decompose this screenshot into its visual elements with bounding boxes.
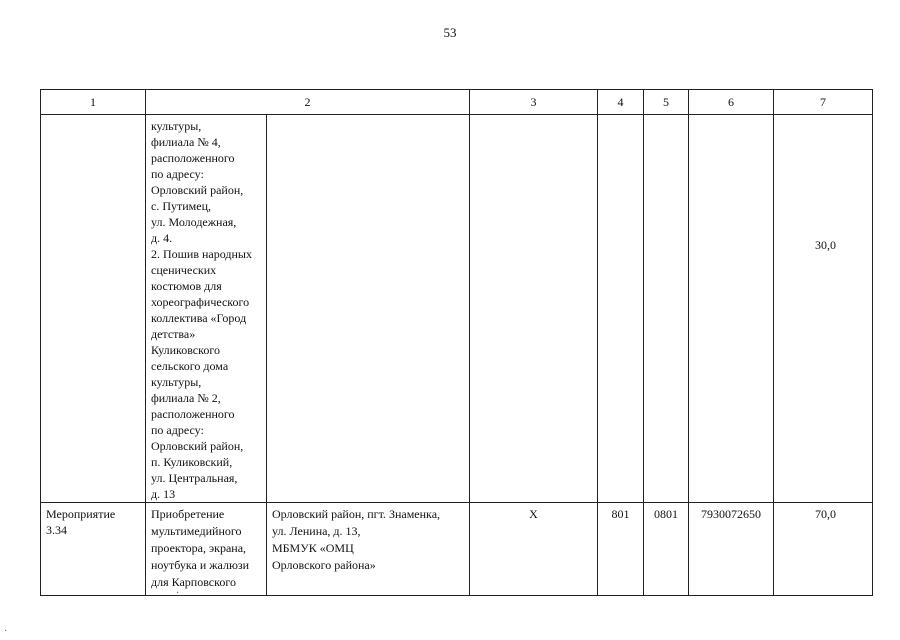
scan-speck: ·	[4, 626, 8, 637]
event-amount-cell	[774, 503, 873, 596]
event-col4-text: 801	[611, 507, 630, 521]
budget-table	[40, 89, 873, 596]
cont-amount-text: 30,0	[815, 238, 836, 252]
table-header-row	[41, 90, 873, 115]
cont-event-cell	[41, 115, 146, 503]
budget-table-wrapper	[40, 89, 872, 589]
header-col-6: 6	[689, 90, 774, 115]
header-col-1: 1	[41, 90, 146, 115]
event-col5-cell	[644, 503, 689, 596]
event-address-text: Орловский район, пгт. Знаменка, ул. Ленина, д. 13, МБМУК «ОМЦ Орловского района»	[272, 507, 441, 572]
cont-col3-cell	[470, 115, 598, 503]
table-row	[41, 503, 873, 596]
cont-description-text: культуры, филиала № 4, расположенного по адресу: Орловский район, с. Путимец, ул. Молодежная, д. 4. 2. Пошив народных сценических костюмов для хореографического коллектива «Город детства» Куликовского сельского дома культуры, филиала № 2, расположенного по адресу: Орловский район, п. Куликовский, ул. Центральная, д. 13	[151, 119, 252, 501]
event-col6-text: 7930072650	[701, 507, 761, 521]
event-cell	[41, 503, 146, 596]
event-col3-cell	[470, 503, 598, 596]
table-row	[41, 115, 873, 503]
cont-col6-cell	[689, 115, 774, 503]
cont-description-cell	[146, 115, 267, 503]
header-col-5: 5	[644, 90, 689, 115]
event-col5-text: 0801	[654, 507, 678, 521]
cont-col5-cell	[644, 115, 689, 503]
page-number: 53	[443, 25, 457, 40]
cont-amount-cell	[774, 115, 873, 503]
event-text: Мероприятие 3.34	[46, 507, 116, 537]
header-col-2: 2	[146, 90, 470, 115]
scan-speck: ·	[176, 588, 180, 599]
event-description-text: Приобретение мультимедийного проектора, экрана, ноутбука и жалюзи для Карповского	[151, 507, 250, 589]
event-amount-text: 70,0	[815, 507, 836, 521]
event-col3-text: Х	[529, 507, 538, 521]
header-col-3: 3	[470, 90, 598, 115]
event-col6-cell	[689, 503, 774, 596]
header-col-7: 7	[774, 90, 873, 115]
cont-col4-cell	[598, 115, 644, 503]
event-description-cell	[146, 503, 267, 596]
event-col4-cell	[598, 503, 644, 596]
cont-address-cell	[267, 115, 470, 503]
header-col-4: 4	[598, 90, 644, 115]
event-address-cell	[267, 503, 470, 596]
